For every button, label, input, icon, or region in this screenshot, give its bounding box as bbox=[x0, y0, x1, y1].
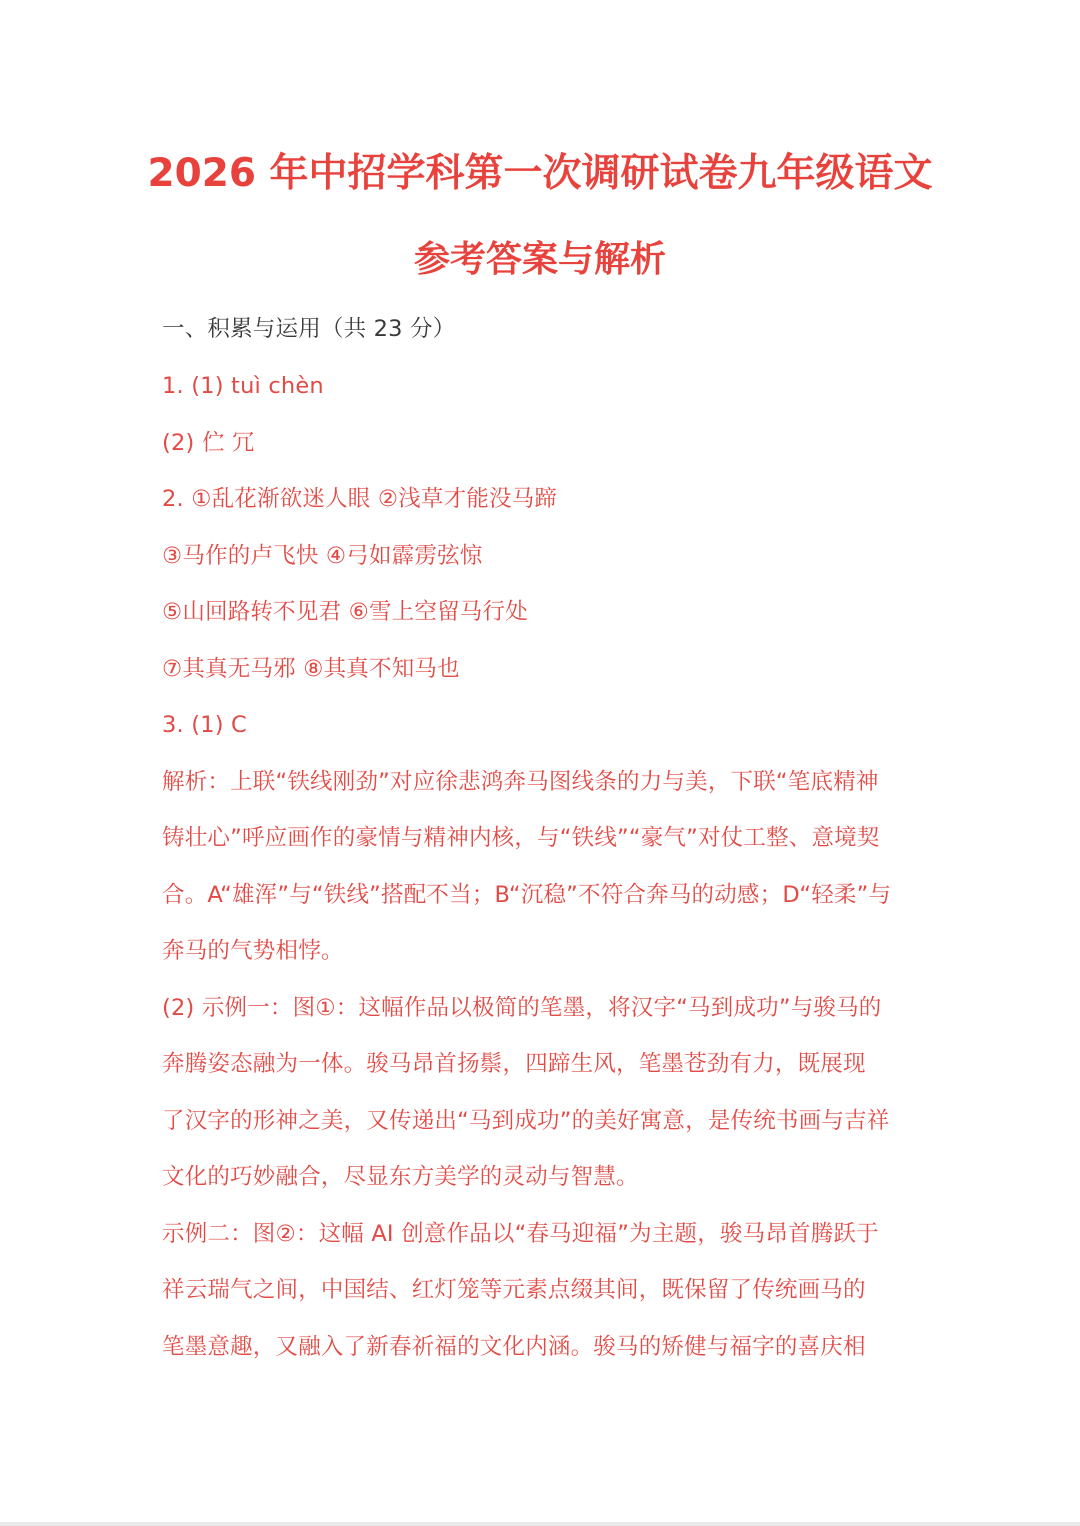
analysis-line-1: 解析：上联“铁线刚劲”对应徐悲鸿奔马图线条的力与美，下联“笔底精神 bbox=[162, 769, 879, 795]
answer-2-line-1: 2. ①乱花渐欲迷人眼 ②浅草才能没马蹄 bbox=[162, 486, 558, 512]
example-2-line-1: 示例二：图②：这幅 AI 创意作品以“春马迎福”为主题，骏马昂首腾跃于 bbox=[162, 1221, 879, 1247]
example-1-line-2: 奔腾姿态融为一体。骏马昂首扬鬃，四蹄生风，笔墨苍劲有力，既展现 bbox=[162, 1051, 866, 1077]
answer-2-line-3: ⑤山回路转不见君 ⑥雪上空留马行处 bbox=[162, 599, 528, 625]
answer-2-line-4: ⑦其真无马邪 ⑧其真不知马也 bbox=[162, 656, 460, 682]
answer-3-1: 3. (1) C bbox=[162, 712, 247, 738]
example-2-line-2: 祥云瑞气之间，中国结、红灯笼等元素点缀其间，既保留了传统画马的 bbox=[162, 1277, 866, 1303]
answer-1-2: (2) 伫 冗 bbox=[162, 430, 255, 456]
answer-1-1: 1. (1) tuì chèn bbox=[162, 373, 324, 399]
answer-2-line-2: ③马作的卢飞快 ④弓如霹雳弦惊 bbox=[162, 543, 483, 569]
document-subtitle: 参考答案与解析 bbox=[413, 239, 666, 280]
document-title: 2026 年中招学科第一次调研试卷九年级语文 bbox=[147, 151, 933, 196]
analysis-line-4: 奔马的气势相悖。 bbox=[162, 938, 344, 964]
analysis-line-2: 铸壮心”呼应画作的豪情与精神内核，与“铁线”“豪气”对仗工整、意境契 bbox=[162, 825, 880, 851]
example-2-line-3: 笔墨意趣，又融入了新春祈福的文化内涵。骏马的矫健与福字的喜庆相 bbox=[162, 1334, 866, 1360]
example-1-line-3: 了汉字的形神之美，又传递出“马到成功”的美好寓意，是传统书画与吉祥 bbox=[162, 1108, 890, 1134]
example-1-line-4: 文化的巧妙融合，尽显东方美学的灵动与智慧。 bbox=[162, 1164, 639, 1190]
analysis-line-3: 合。A“雄浑”与“铁线”搭配不当；B“沉稳”不符合奔马的动感；D“轻柔”与 bbox=[162, 882, 892, 908]
page-bottom-edge bbox=[0, 1522, 1080, 1526]
example-1-line-1: (2) 示例一：图①：这幅作品以极简的笔墨，将汉字“马到成功”与骏马的 bbox=[162, 995, 882, 1021]
section-heading: 一、积累与运用（共 23 分） bbox=[162, 316, 456, 342]
